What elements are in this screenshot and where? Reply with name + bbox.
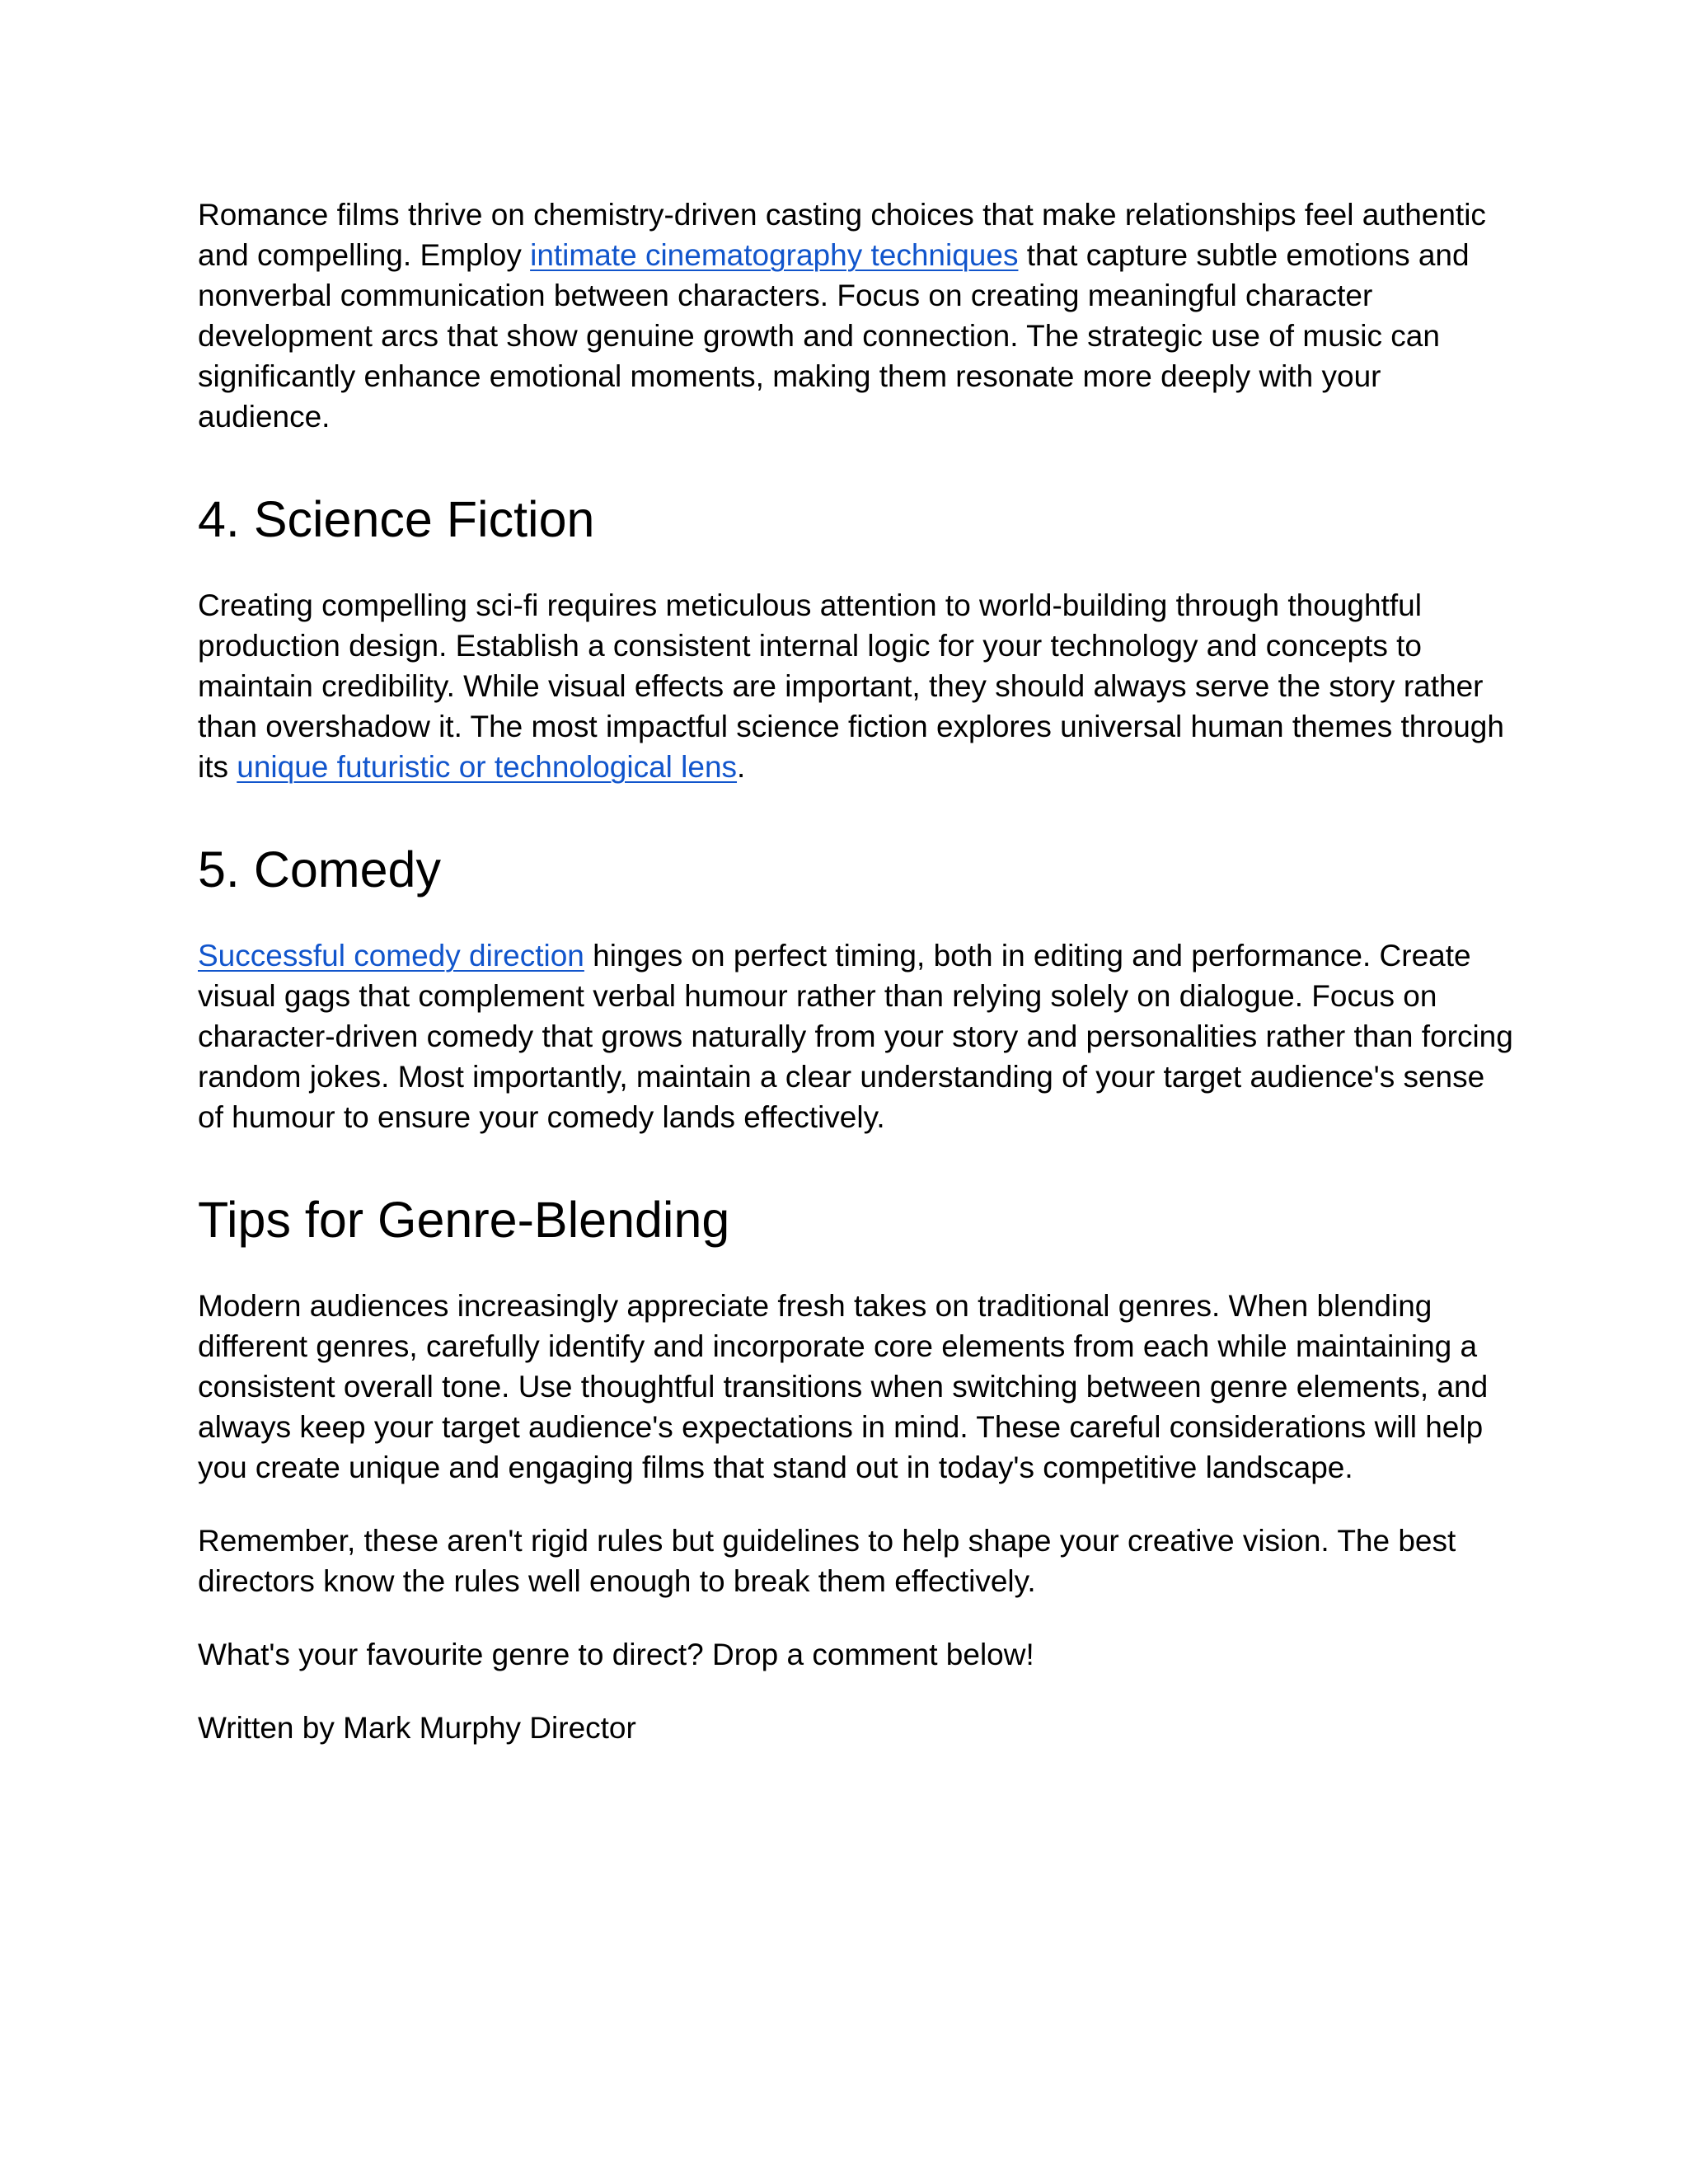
science-fiction-paragraph <box>198 585 1517 787</box>
technological-lens-link[interactable]: unique futuristic or technological lens <box>237 750 738 784</box>
comedy-direction-link[interactable]: Successful comedy direction <box>198 939 584 972</box>
author-credit: Written by Mark Murphy Director <box>198 1711 636 1745</box>
intimate-cinematography-link[interactable]: intimate cinematography techniques <box>530 238 1019 272</box>
romance-paragraph <box>198 194 1517 437</box>
romance-text-end: that capture subtle emotions and nonverbal communication between characters. Focus on creating meaningful character development arcs that show genuine growth and connection. The strategic use of music can significantly enhance emotional moments, making them resonate more deeply with your audience. <box>198 238 1470 434</box>
document-page <box>198 194 1517 1748</box>
scifi-text-end: . <box>737 750 746 784</box>
genre-blending-heading: Tips for Genre-Blending <box>198 1192 730 1248</box>
remember-paragraph: Remember, these aren't rigid rules but guidelines to help shape your creative vision. The best directors know the rules well enough to break them effectively. <box>198 1524 1456 1598</box>
romance-text-start: Romance films thrive on chemistry-driven casting choices that make relationships feel authentic and compelling. Employ <box>198 198 1486 272</box>
scifi-text-start: Creating compelling sci-fi requires meticulous attention to world-building through thoughtful production design. Establish a consistent internal logic for your technology and concepts to maintain credibility. While visual effects are important, they should always serve the story rather than overshadow it. The most impactful science fiction explores universal human themes through its <box>198 588 1504 784</box>
comedy-paragraph <box>198 935 1517 1137</box>
science-fiction-heading: 4. Science Fiction <box>198 491 595 547</box>
comedy-text-end: hinges on perfect timing, both in editing and performance. Create visual gags that complement verbal humour rather than relying solely on dialogue. Focus on character-driven comedy that grows naturally from your story and personalities rather than forcing random jokes. Most importantly, maintain a clear understanding of your target audience's sense of humour to ensure your comedy lands effectively. <box>198 939 1513 1134</box>
genre-blending-paragraph: Modern audiences increasingly appreciate fresh takes on traditional genres. When blending different genres, carefully identify and incorporate core elements from each while maintaining a consistent overall tone. Use thoughtful transitions when switching between genre elements, and always keep your target audience's expectations in mind. These careful considerations will help you create unique and engaging films that stand out in today's competitive landscape. <box>198 1289 1489 1484</box>
comment-prompt: What's your favourite genre to direct? Drop a comment below! <box>198 1638 1034 1671</box>
comedy-heading: 5. Comedy <box>198 841 441 898</box>
